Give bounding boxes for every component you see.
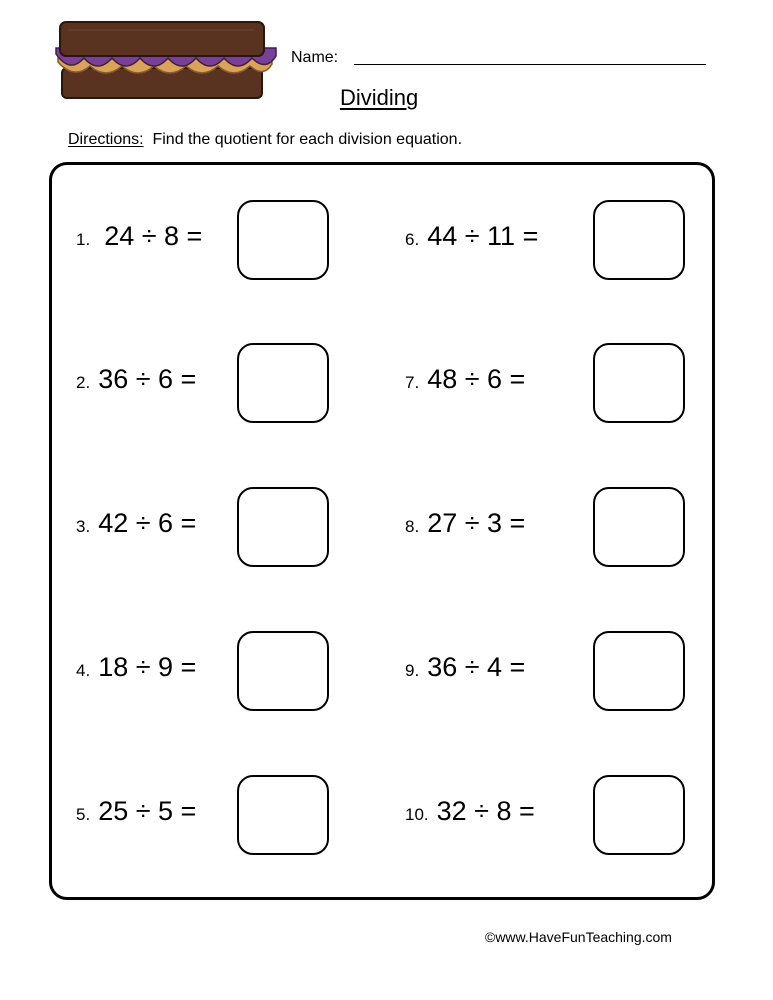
problem-number: 1. — [76, 230, 91, 249]
problem-expression: 27 ÷ 3 = — [427, 508, 526, 538]
problem-expression: 25 ÷ 5 = — [98, 796, 197, 826]
directions-label: Directions: — [68, 131, 144, 148]
problem-expression: 32 ÷ 8 = — [436, 796, 535, 826]
problem-expression: 48 ÷ 6 = — [427, 364, 526, 394]
answer-box-8[interactable] — [593, 487, 685, 567]
problem-5 — [76, 796, 196, 836]
answer-box-2[interactable] — [237, 343, 329, 423]
problem-1 — [76, 221, 202, 261]
problem-number: 3. — [76, 517, 91, 536]
name-label: Name: — [291, 49, 339, 66]
answer-box-6[interactable] — [593, 200, 685, 280]
directions-text: Find the quotient for each division equation. — [152, 131, 463, 148]
problem-9 — [405, 652, 525, 692]
problem-4 — [76, 652, 196, 692]
problem-3 — [76, 508, 196, 548]
answer-box-7[interactable] — [593, 343, 685, 423]
answer-box-4[interactable] — [237, 631, 329, 711]
problem-number: 10. — [405, 805, 429, 824]
problem-number: 2. — [76, 373, 91, 392]
answer-box-9[interactable] — [593, 631, 685, 711]
problem-number: 9. — [405, 661, 420, 680]
problem-expression: 36 ÷ 6 = — [98, 364, 197, 394]
answer-box-1[interactable] — [237, 200, 329, 280]
problem-8 — [405, 508, 525, 548]
sandwich-illustration — [54, 18, 280, 102]
answer-box-3[interactable] — [237, 487, 329, 567]
name-line[interactable] — [354, 64, 706, 65]
problem-number: 5. — [76, 805, 91, 824]
problem-expression: 18 ÷ 9 = — [98, 652, 197, 682]
problem-expression: 42 ÷ 6 = — [98, 508, 197, 538]
problem-6 — [405, 221, 538, 261]
problem-number: 8. — [405, 517, 420, 536]
problem-number: 6. — [405, 230, 420, 249]
problem-number: 7. — [405, 373, 420, 392]
problem-number: 4. — [76, 661, 91, 680]
problem-expression: 36 ÷ 4 = — [427, 652, 526, 682]
answer-box-10[interactable] — [593, 775, 685, 855]
copyright-footer: ©www.HaveFunTeaching.com — [485, 929, 672, 945]
problem-7 — [405, 364, 525, 404]
problem-expression: 44 ÷ 11 = — [427, 221, 539, 251]
page-title: Dividing — [340, 85, 419, 110]
answer-box-5[interactable] — [237, 775, 329, 855]
problem-10 — [405, 796, 535, 836]
problem-expression: 24 ÷ 8 = — [104, 221, 203, 251]
directions — [68, 130, 462, 150]
problem-2 — [76, 364, 196, 404]
